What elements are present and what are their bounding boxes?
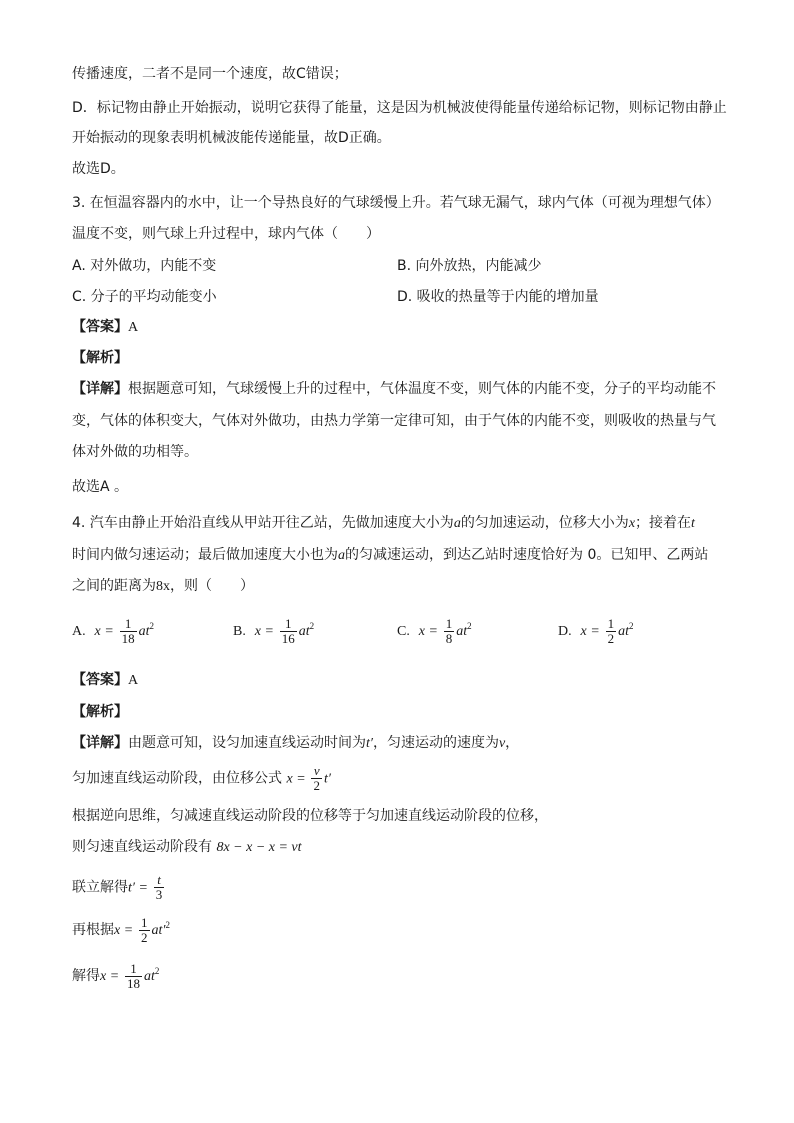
- option-b: B. 向外放热，内能减少: [397, 258, 542, 274]
- var-v: v: [498, 736, 506, 751]
- detail-line: [72, 379, 716, 399]
- fraction: [139, 916, 150, 945]
- text-line: 传播速度，二者不是同一个速度，故C错误；: [72, 66, 348, 82]
- stem-text: 4. 汽车由静止开始沿直线从甲站开往乙站，先做加速度大小为: [72, 515, 454, 531]
- numerator: 1: [120, 617, 137, 632]
- fraction: [280, 617, 297, 646]
- option-c: C. x = $\frac{1}{8}$ $at^2$: [397, 615, 472, 646]
- stem-text: ；接着在: [635, 515, 692, 531]
- denominator: 18: [121, 630, 135, 646]
- detail-text: 则匀速直线运动阶段有: [72, 839, 212, 855]
- numerator: t: [154, 873, 165, 888]
- detail-text: ，匀速运动的速度为: [372, 735, 499, 751]
- analysis-tag: 【解析】: [72, 350, 128, 366]
- denominator: 8: [445, 630, 453, 646]
- fraction: [154, 873, 165, 902]
- option-label: A.: [72, 624, 86, 639]
- detail-line: [72, 837, 302, 858]
- detail-text: 解得: [72, 968, 100, 984]
- answer-value: A: [128, 320, 139, 335]
- denominator: 18: [127, 975, 141, 991]
- detail-text: 联立解得: [72, 879, 128, 896]
- numerator: 1: [607, 615, 615, 631]
- var-x: x: [628, 516, 636, 531]
- numerator: 1: [125, 962, 142, 977]
- detail-line: [72, 733, 519, 754]
- option-label: D.: [558, 624, 572, 639]
- stem-text: 之间的距离为: [72, 578, 156, 594]
- text-line: D．标记物由静止开始振动，说明它获得了能量，这是因为机械波使得能量传递给标记物，则标记物由静止: [72, 100, 727, 116]
- var-t: t: [691, 516, 695, 531]
- analysis-tag: 【解析】: [72, 704, 128, 720]
- fraction: [311, 764, 322, 793]
- numerator: 1: [445, 615, 453, 631]
- detail-line: 联立解得t′ = $\frac{t}{3}$: [72, 872, 163, 902]
- question-3-stem: 3. 在恒温容器内的水中，让一个导热良好的气球缓慢上升。若气球无漏气，球内气体（可视为理想气体）: [72, 195, 720, 211]
- detail-line: 再根据x = $\frac{1}{2}$ $at'^2$: [72, 914, 170, 945]
- detail-line: 根据逆向思维，匀减速直线运动阶段的位移等于匀加速直线运动阶段的位移，: [72, 808, 548, 824]
- detail-line: 解得x = $\frac{1}{18}$ $at^2$: [72, 960, 160, 991]
- fraction: [606, 617, 617, 646]
- stem-text: 的匀加速运动，位移大小为: [460, 515, 629, 531]
- detail-line: 变，气体的体积变大，气体对外做功，由热力学第一定律可知，由于气体的内能不变，则吸收的热量与气: [72, 413, 716, 429]
- detail-line: 体对外做的功相等。: [72, 444, 198, 460]
- question-4-stem: [72, 576, 254, 597]
- var-a: a: [338, 548, 345, 563]
- denominator: 2: [313, 778, 320, 793]
- stem-text: ，则（ ）: [170, 578, 254, 594]
- denominator: 2: [607, 630, 615, 646]
- detail-tag: 【详解】: [72, 381, 128, 397]
- detail-text: 根据题意可知，气球缓慢上升的过程中，气体温度不变，则气体的内能不变，分子的平均动能不: [128, 381, 716, 397]
- answer-tag: 【答案】: [72, 672, 128, 688]
- option-c: C. 分子的平均动能变小: [72, 289, 217, 305]
- detail-text: 匀加速直线运动阶段，由位移公式: [72, 770, 282, 787]
- option-a: A. 对外做功，内能不变: [72, 258, 217, 274]
- denominator: 3: [155, 887, 163, 902]
- detail-text: ，: [505, 735, 520, 751]
- text-line: 故选D。: [72, 161, 125, 177]
- fraction: [125, 962, 142, 991]
- var-t-prime: t′: [366, 736, 373, 751]
- denominator: 2: [141, 929, 148, 945]
- numerator: v: [311, 764, 322, 779]
- numerator: 1: [280, 617, 297, 632]
- option-label: B.: [233, 624, 246, 639]
- option-d: D. 吸收的热量等于内能的增加量: [397, 289, 599, 305]
- stem-text: 时间内做匀速运动；最后做加速度大小也为: [72, 547, 338, 563]
- answer-line: [72, 317, 138, 338]
- choose-line: 故选A 。: [72, 479, 129, 495]
- numerator: 1: [141, 914, 148, 930]
- equation: 8x − x − x = vt: [216, 840, 302, 855]
- answer-tag: 【答案】: [72, 319, 128, 335]
- option-d: D. x = $\frac{1}{2}$ $at^2$: [558, 615, 634, 646]
- stem-text: 的匀减速运动，到达乙站时速度恰好为 0。已知甲、乙两站: [345, 547, 709, 563]
- detail-line: 匀加速直线运动阶段，由位移公式 x = $\frac{v}{2}$ t′: [72, 763, 331, 793]
- text-line: 开始振动的现象表明机械波能传递能量，故D正确。: [72, 130, 391, 146]
- option-b: B. x = $\frac{1}{16}$ $at^2$: [233, 615, 315, 646]
- question-3-stem: 温度不变，则气球上升过程中，球内气体（ ）: [72, 226, 380, 242]
- detail-text: 再根据: [72, 922, 114, 938]
- distance: 8x: [156, 579, 170, 594]
- var-a: a: [453, 516, 461, 531]
- fraction: [444, 617, 455, 646]
- answer-value: A: [128, 673, 139, 688]
- question-4-stem: [72, 513, 695, 534]
- detail-text: 由题意可知，设匀加速直线运动时间为: [128, 735, 366, 751]
- answer-line: [72, 670, 138, 691]
- option-a: A. x = $\frac{1}{18}$ $at^2$: [72, 615, 154, 646]
- question-4-stem: [72, 545, 708, 566]
- denominator: 16: [281, 630, 295, 646]
- option-label: C.: [397, 624, 410, 639]
- fraction: [120, 617, 137, 646]
- detail-tag: 【详解】: [72, 735, 128, 751]
